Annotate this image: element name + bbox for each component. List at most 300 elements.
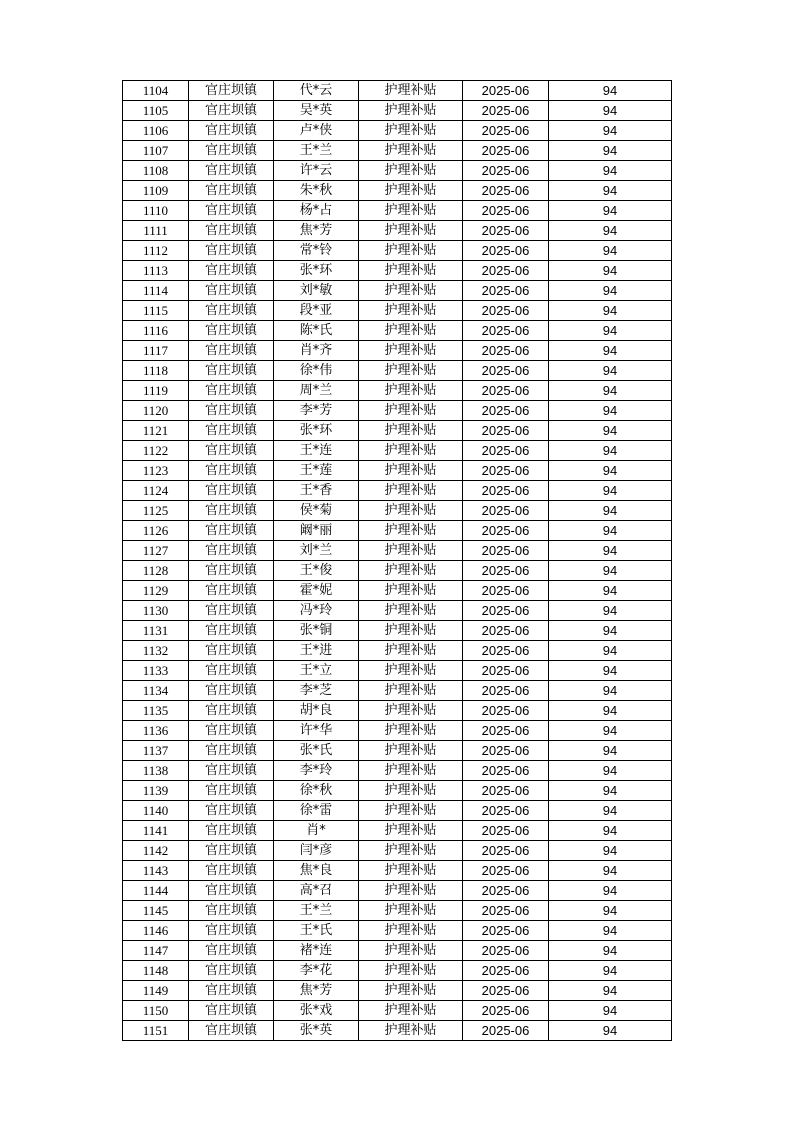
row-number: 1147	[123, 941, 189, 961]
amount-cell: 94	[549, 641, 672, 661]
name-cell: 褚*连	[274, 941, 359, 961]
amount-cell: 94	[549, 481, 672, 501]
amount-cell: 94	[549, 621, 672, 641]
table-row	[123, 141, 672, 161]
town-cell: 官庄坝镇	[189, 161, 274, 181]
name-cell: 朱*秋	[274, 181, 359, 201]
town-cell: 官庄坝镇	[189, 821, 274, 841]
month-cell: 2025-06	[463, 781, 549, 801]
name-cell: 胡*良	[274, 701, 359, 721]
name-cell: 李*芝	[274, 681, 359, 701]
name-cell: 霍*妮	[274, 581, 359, 601]
row-number: 1124	[123, 481, 189, 501]
amount-cell: 94	[549, 581, 672, 601]
town-cell: 官庄坝镇	[189, 341, 274, 361]
subsidy-type-cell: 护理补贴	[359, 881, 463, 901]
row-number: 1132	[123, 641, 189, 661]
month-cell: 2025-06	[463, 621, 549, 641]
amount-cell: 94	[549, 421, 672, 441]
amount-cell: 94	[549, 381, 672, 401]
month-cell: 2025-06	[463, 761, 549, 781]
town-cell: 官庄坝镇	[189, 1021, 274, 1041]
row-number: 1150	[123, 1001, 189, 1021]
subsidy-type-cell: 护理补贴	[359, 141, 463, 161]
subsidy-type-cell: 护理补贴	[359, 261, 463, 281]
month-cell: 2025-06	[463, 381, 549, 401]
table-row	[123, 941, 672, 961]
name-cell: 焦*芳	[274, 221, 359, 241]
row-number: 1123	[123, 461, 189, 481]
table-row	[123, 281, 672, 301]
name-cell: 王*兰	[274, 901, 359, 921]
row-number: 1108	[123, 161, 189, 181]
name-cell: 杨*占	[274, 201, 359, 221]
row-number: 1146	[123, 921, 189, 941]
subsidy-type-cell: 护理补贴	[359, 1001, 463, 1021]
month-cell: 2025-06	[463, 321, 549, 341]
row-number: 1118	[123, 361, 189, 381]
amount-cell: 94	[549, 401, 672, 421]
amount-cell: 94	[549, 241, 672, 261]
town-cell: 官庄坝镇	[189, 501, 274, 521]
table-row	[123, 881, 672, 901]
subsidy-type-cell: 护理补贴	[359, 461, 463, 481]
subsidy-type-cell: 护理补贴	[359, 781, 463, 801]
row-number: 1104	[123, 81, 189, 101]
town-cell: 官庄坝镇	[189, 261, 274, 281]
month-cell: 2025-06	[463, 541, 549, 561]
name-cell: 侯*菊	[274, 501, 359, 521]
subsidy-type-cell: 护理补贴	[359, 341, 463, 361]
row-number: 1107	[123, 141, 189, 161]
month-cell: 2025-06	[463, 461, 549, 481]
subsidy-type-cell: 护理补贴	[359, 841, 463, 861]
month-cell: 2025-06	[463, 801, 549, 821]
subsidy-type-cell: 护理补贴	[359, 661, 463, 681]
town-cell: 官庄坝镇	[189, 661, 274, 681]
amount-cell: 94	[549, 81, 672, 101]
town-cell: 官庄坝镇	[189, 861, 274, 881]
subsidy-type-cell: 护理补贴	[359, 921, 463, 941]
amount-cell: 94	[549, 781, 672, 801]
table-row	[123, 221, 672, 241]
name-cell: 许*华	[274, 721, 359, 741]
subsidy-type-cell: 护理补贴	[359, 441, 463, 461]
subsidy-type-cell: 护理补贴	[359, 101, 463, 121]
row-number: 1115	[123, 301, 189, 321]
town-cell: 官庄坝镇	[189, 1001, 274, 1021]
table-row	[123, 161, 672, 181]
amount-cell: 94	[549, 141, 672, 161]
name-cell: 王*氏	[274, 921, 359, 941]
row-number: 1135	[123, 701, 189, 721]
row-number: 1111	[123, 221, 189, 241]
town-cell: 官庄坝镇	[189, 921, 274, 941]
month-cell: 2025-06	[463, 841, 549, 861]
row-number: 1106	[123, 121, 189, 141]
subsidy-type-cell: 护理补贴	[359, 361, 463, 381]
name-cell: 冯*玲	[274, 601, 359, 621]
town-cell: 官庄坝镇	[189, 961, 274, 981]
name-cell: 吴*英	[274, 101, 359, 121]
amount-cell: 94	[549, 601, 672, 621]
subsidy-type-cell: 护理补贴	[359, 181, 463, 201]
subsidy-type-cell: 护理补贴	[359, 701, 463, 721]
subsidy-type-cell: 护理补贴	[359, 801, 463, 821]
month-cell: 2025-06	[463, 741, 549, 761]
month-cell: 2025-06	[463, 1021, 549, 1041]
amount-cell: 94	[549, 101, 672, 121]
table-row	[123, 81, 672, 101]
month-cell: 2025-06	[463, 721, 549, 741]
town-cell: 官庄坝镇	[189, 681, 274, 701]
table-row	[123, 181, 672, 201]
name-cell: 王*兰	[274, 141, 359, 161]
amount-cell: 94	[549, 161, 672, 181]
name-cell: 高*召	[274, 881, 359, 901]
roster-body	[123, 81, 672, 1041]
subsidy-type-cell: 护理补贴	[359, 901, 463, 921]
name-cell: 王*俊	[274, 561, 359, 581]
table-row	[123, 301, 672, 321]
month-cell: 2025-06	[463, 961, 549, 981]
row-number: 1127	[123, 541, 189, 561]
table-row	[123, 961, 672, 981]
name-cell: 肖*	[274, 821, 359, 841]
row-number: 1114	[123, 281, 189, 301]
subsidy-type-cell: 护理补贴	[359, 81, 463, 101]
table-row	[123, 581, 672, 601]
name-cell: 张*铜	[274, 621, 359, 641]
row-number: 1110	[123, 201, 189, 221]
amount-cell: 94	[549, 441, 672, 461]
row-number: 1144	[123, 881, 189, 901]
row-number: 1138	[123, 761, 189, 781]
name-cell: 李*花	[274, 961, 359, 981]
table-row	[123, 461, 672, 481]
subsidy-type-cell: 护理补贴	[359, 161, 463, 181]
town-cell: 官庄坝镇	[189, 241, 274, 261]
town-cell: 官庄坝镇	[189, 461, 274, 481]
town-cell: 官庄坝镇	[189, 561, 274, 581]
table-row	[123, 841, 672, 861]
town-cell: 官庄坝镇	[189, 201, 274, 221]
month-cell: 2025-06	[463, 181, 549, 201]
table-row	[123, 801, 672, 821]
town-cell: 官庄坝镇	[189, 741, 274, 761]
month-cell: 2025-06	[463, 861, 549, 881]
name-cell: 焦*芳	[274, 981, 359, 1001]
table-row	[123, 861, 672, 881]
name-cell: 李*玲	[274, 761, 359, 781]
row-number: 1125	[123, 501, 189, 521]
subsidy-type-cell: 护理补贴	[359, 761, 463, 781]
month-cell: 2025-06	[463, 681, 549, 701]
month-cell: 2025-06	[463, 701, 549, 721]
month-cell: 2025-06	[463, 981, 549, 1001]
name-cell: 刘*兰	[274, 541, 359, 561]
amount-cell: 94	[549, 221, 672, 241]
month-cell: 2025-06	[463, 121, 549, 141]
name-cell: 王*进	[274, 641, 359, 661]
row-number: 1120	[123, 401, 189, 421]
name-cell: 阚*丽	[274, 521, 359, 541]
month-cell: 2025-06	[463, 941, 549, 961]
table-row	[123, 921, 672, 941]
subsidy-type-cell: 护理补贴	[359, 641, 463, 661]
month-cell: 2025-06	[463, 161, 549, 181]
name-cell: 张*环	[274, 261, 359, 281]
subsidy-type-cell: 护理补贴	[359, 421, 463, 441]
town-cell: 官庄坝镇	[189, 381, 274, 401]
row-number: 1128	[123, 561, 189, 581]
row-number: 1133	[123, 661, 189, 681]
month-cell: 2025-06	[463, 81, 549, 101]
table-row	[123, 741, 672, 761]
row-number: 1121	[123, 421, 189, 441]
month-cell: 2025-06	[463, 521, 549, 541]
row-number: 1113	[123, 261, 189, 281]
month-cell: 2025-06	[463, 201, 549, 221]
amount-cell: 94	[549, 701, 672, 721]
row-number: 1109	[123, 181, 189, 201]
amount-cell: 94	[549, 281, 672, 301]
table-row	[123, 701, 672, 721]
town-cell: 官庄坝镇	[189, 781, 274, 801]
name-cell: 闫*彦	[274, 841, 359, 861]
table-row	[123, 601, 672, 621]
month-cell: 2025-06	[463, 221, 549, 241]
subsidy-type-cell: 护理补贴	[359, 981, 463, 1001]
name-cell: 王*连	[274, 441, 359, 461]
row-number: 1139	[123, 781, 189, 801]
row-number: 1137	[123, 741, 189, 761]
month-cell: 2025-06	[463, 421, 549, 441]
month-cell: 2025-06	[463, 281, 549, 301]
row-number: 1116	[123, 321, 189, 341]
town-cell: 官庄坝镇	[189, 641, 274, 661]
subsidy-type-cell: 护理补贴	[359, 321, 463, 341]
subsidy-type-cell: 护理补贴	[359, 381, 463, 401]
name-cell: 周*兰	[274, 381, 359, 401]
town-cell: 官庄坝镇	[189, 621, 274, 641]
subsidy-type-cell: 护理补贴	[359, 861, 463, 881]
table-row	[123, 521, 672, 541]
subsidy-type-cell: 护理补贴	[359, 741, 463, 761]
amount-cell: 94	[549, 801, 672, 821]
town-cell: 官庄坝镇	[189, 841, 274, 861]
row-number: 1151	[123, 1021, 189, 1041]
month-cell: 2025-06	[463, 101, 549, 121]
name-cell: 卢*侠	[274, 121, 359, 141]
subsidy-type-cell: 护理补贴	[359, 281, 463, 301]
name-cell: 王*香	[274, 481, 359, 501]
table-row	[123, 721, 672, 741]
month-cell: 2025-06	[463, 581, 549, 601]
name-cell: 王*立	[274, 661, 359, 681]
amount-cell: 94	[549, 561, 672, 581]
row-number: 1122	[123, 441, 189, 461]
table-row	[123, 541, 672, 561]
amount-cell: 94	[549, 341, 672, 361]
table-row	[123, 261, 672, 281]
table-row	[123, 441, 672, 461]
table-row	[123, 321, 672, 341]
town-cell: 官庄坝镇	[189, 521, 274, 541]
name-cell: 张*戏	[274, 1001, 359, 1021]
table-row	[123, 621, 672, 641]
subsidy-type-cell: 护理补贴	[359, 721, 463, 741]
subsidy-type-cell: 护理补贴	[359, 241, 463, 261]
name-cell: 段*亚	[274, 301, 359, 321]
row-number: 1136	[123, 721, 189, 741]
subsidy-type-cell: 护理补贴	[359, 941, 463, 961]
month-cell: 2025-06	[463, 881, 549, 901]
town-cell: 官庄坝镇	[189, 701, 274, 721]
table-row	[123, 421, 672, 441]
table-row	[123, 681, 672, 701]
amount-cell: 94	[549, 181, 672, 201]
name-cell: 常*铃	[274, 241, 359, 261]
subsidy-type-cell: 护理补贴	[359, 1021, 463, 1041]
town-cell: 官庄坝镇	[189, 361, 274, 381]
amount-cell: 94	[549, 261, 672, 281]
amount-cell: 94	[549, 301, 672, 321]
month-cell: 2025-06	[463, 261, 549, 281]
name-cell: 李*芳	[274, 401, 359, 421]
subsidy-type-cell: 护理补贴	[359, 221, 463, 241]
amount-cell: 94	[549, 681, 672, 701]
row-number: 1131	[123, 621, 189, 641]
amount-cell: 94	[549, 461, 672, 481]
row-number: 1145	[123, 901, 189, 921]
amount-cell: 94	[549, 721, 672, 741]
amount-cell: 94	[549, 901, 672, 921]
row-number: 1140	[123, 801, 189, 821]
table-row	[123, 361, 672, 381]
row-number: 1149	[123, 981, 189, 1001]
amount-cell: 94	[549, 761, 672, 781]
table-row	[123, 981, 672, 1001]
table-row	[123, 501, 672, 521]
subsidy-type-cell: 护理补贴	[359, 541, 463, 561]
row-number: 1105	[123, 101, 189, 121]
subsidy-type-cell: 护理补贴	[359, 121, 463, 141]
name-cell: 焦*良	[274, 861, 359, 881]
town-cell: 官庄坝镇	[189, 221, 274, 241]
town-cell: 官庄坝镇	[189, 121, 274, 141]
town-cell: 官庄坝镇	[189, 101, 274, 121]
month-cell: 2025-06	[463, 341, 549, 361]
row-number: 1117	[123, 341, 189, 361]
town-cell: 官庄坝镇	[189, 301, 274, 321]
town-cell: 官庄坝镇	[189, 481, 274, 501]
amount-cell: 94	[549, 821, 672, 841]
month-cell: 2025-06	[463, 361, 549, 381]
table-row	[123, 401, 672, 421]
subsidy-type-cell: 护理补贴	[359, 961, 463, 981]
town-cell: 官庄坝镇	[189, 441, 274, 461]
table-row	[123, 661, 672, 681]
row-number: 1142	[123, 841, 189, 861]
month-cell: 2025-06	[463, 241, 549, 261]
month-cell: 2025-06	[463, 901, 549, 921]
town-cell: 官庄坝镇	[189, 81, 274, 101]
subsidy-type-cell: 护理补贴	[359, 621, 463, 641]
table-row	[123, 121, 672, 141]
subsidy-type-cell: 护理补贴	[359, 481, 463, 501]
month-cell: 2025-06	[463, 501, 549, 521]
name-cell: 张*英	[274, 1021, 359, 1041]
amount-cell: 94	[549, 1001, 672, 1021]
amount-cell: 94	[549, 841, 672, 861]
subsidy-type-cell: 护理补贴	[359, 681, 463, 701]
amount-cell: 94	[549, 941, 672, 961]
row-number: 1141	[123, 821, 189, 841]
table-row	[123, 241, 672, 261]
town-cell: 官庄坝镇	[189, 941, 274, 961]
month-cell: 2025-06	[463, 661, 549, 681]
month-cell: 2025-06	[463, 821, 549, 841]
subsidy-type-cell: 护理补贴	[359, 601, 463, 621]
amount-cell: 94	[549, 921, 672, 941]
table-row	[123, 1021, 672, 1041]
row-number: 1134	[123, 681, 189, 701]
town-cell: 官庄坝镇	[189, 141, 274, 161]
name-cell: 许*云	[274, 161, 359, 181]
subsidy-type-cell: 护理补贴	[359, 521, 463, 541]
town-cell: 官庄坝镇	[189, 901, 274, 921]
amount-cell: 94	[549, 541, 672, 561]
town-cell: 官庄坝镇	[189, 881, 274, 901]
town-cell: 官庄坝镇	[189, 981, 274, 1001]
table-row	[123, 641, 672, 661]
row-number: 1119	[123, 381, 189, 401]
amount-cell: 94	[549, 321, 672, 341]
month-cell: 2025-06	[463, 401, 549, 421]
row-number: 1143	[123, 861, 189, 881]
name-cell: 徐*伟	[274, 361, 359, 381]
town-cell: 官庄坝镇	[189, 721, 274, 741]
month-cell: 2025-06	[463, 1001, 549, 1021]
table-row	[123, 821, 672, 841]
row-number: 1129	[123, 581, 189, 601]
name-cell: 徐*雷	[274, 801, 359, 821]
table-row	[123, 341, 672, 361]
name-cell: 陈*氏	[274, 321, 359, 341]
table-row	[123, 781, 672, 801]
row-number: 1126	[123, 521, 189, 541]
table-row	[123, 561, 672, 581]
name-cell: 王*莲	[274, 461, 359, 481]
town-cell: 官庄坝镇	[189, 801, 274, 821]
subsidy-type-cell: 护理补贴	[359, 401, 463, 421]
town-cell: 官庄坝镇	[189, 581, 274, 601]
table-row	[123, 201, 672, 221]
month-cell: 2025-06	[463, 141, 549, 161]
subsidy-roster-table	[122, 80, 672, 1041]
subsidy-type-cell: 护理补贴	[359, 501, 463, 521]
month-cell: 2025-06	[463, 601, 549, 621]
month-cell: 2025-06	[463, 301, 549, 321]
subsidy-type-cell: 护理补贴	[359, 201, 463, 221]
table-row	[123, 761, 672, 781]
town-cell: 官庄坝镇	[189, 321, 274, 341]
name-cell: 张*氏	[274, 741, 359, 761]
name-cell: 徐*秋	[274, 781, 359, 801]
town-cell: 官庄坝镇	[189, 601, 274, 621]
table-row	[123, 381, 672, 401]
